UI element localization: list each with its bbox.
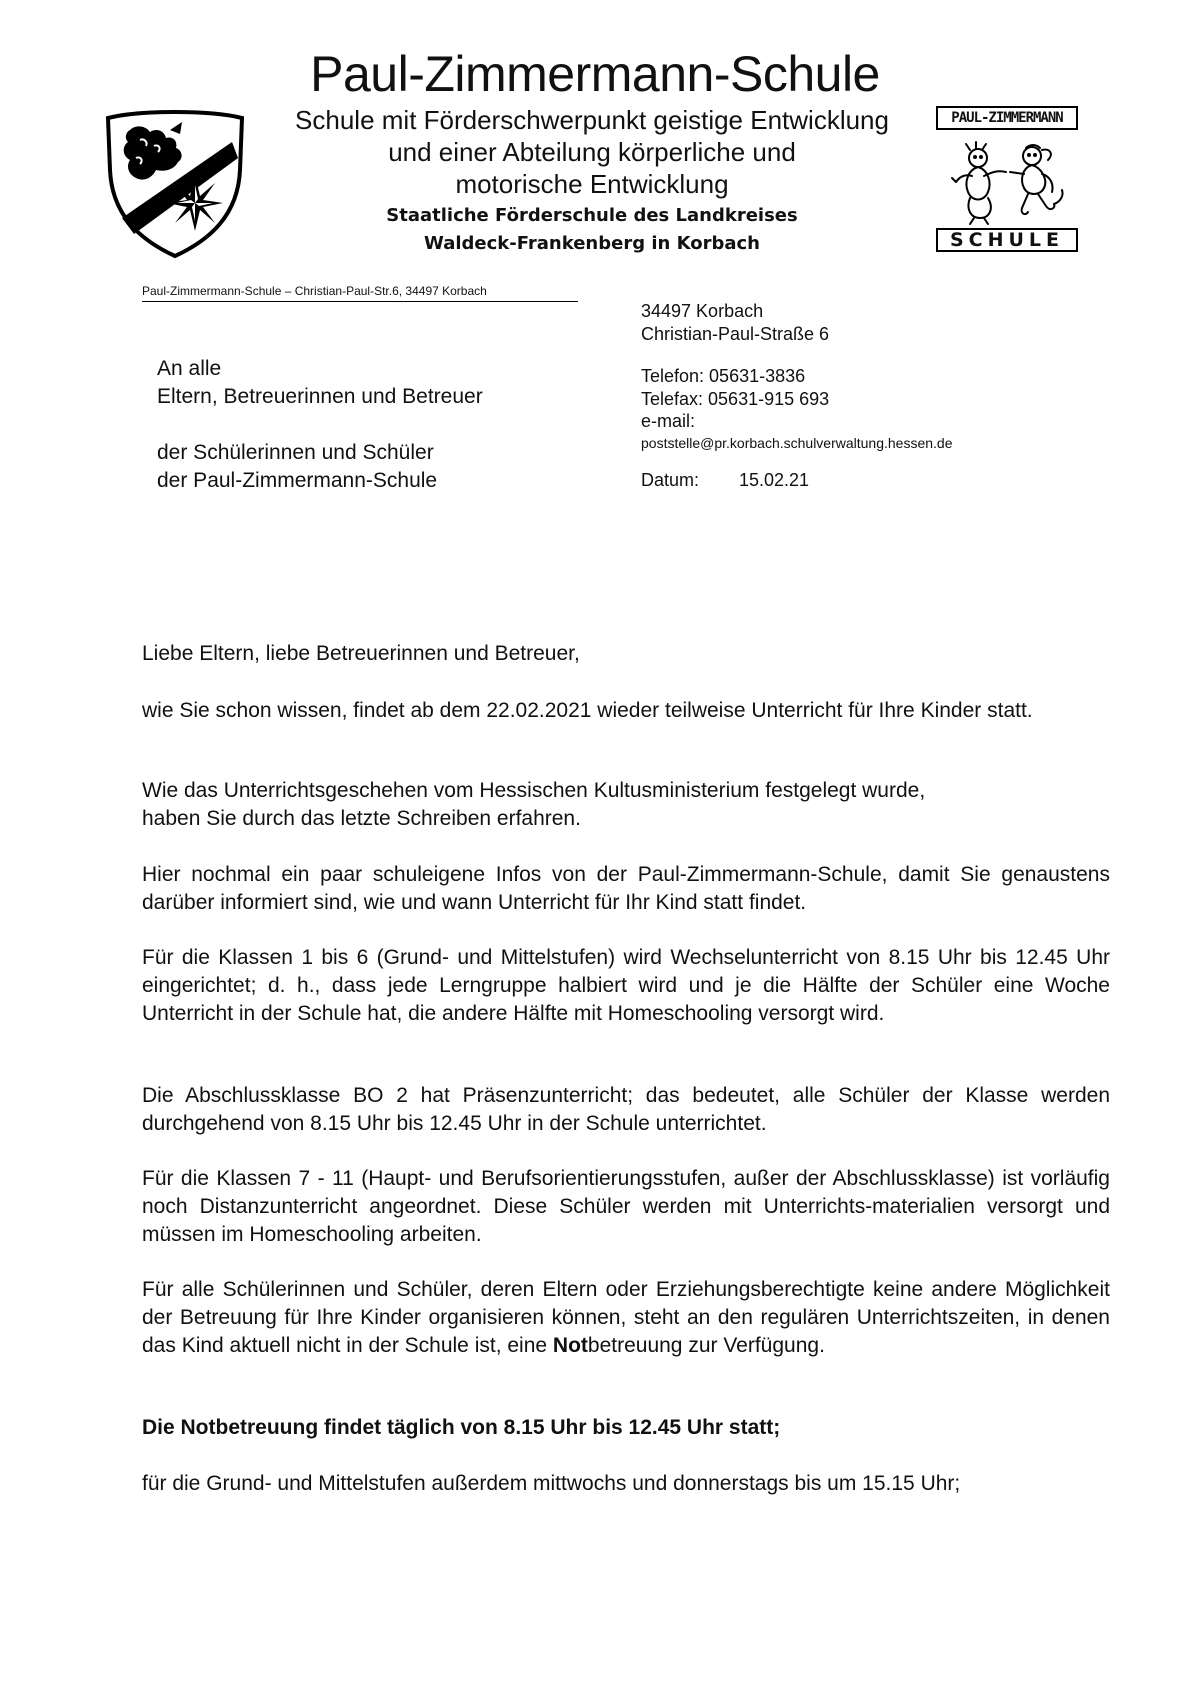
logo-top-label: PAUL-ZIMMERMANN	[936, 106, 1078, 130]
recipient-line: der Paul-Zimmermann-Schule	[157, 469, 438, 492]
sender-return-line: Paul-Zimmermann-Schule – Christian-Paul-Str.6, 34497 Korbach	[142, 284, 487, 298]
paragraph-5	[142, 1082, 1110, 1138]
sender-underline	[142, 301, 578, 302]
paragraph-text: Für die Klassen 1 bis 6 (Grund- und Mittelstufen) wird Wechselunterricht von 8.15 Uhr bis 12.45 Uhr eingerichtet; d. h., dass jede Lerngruppe halbiert wird und je die Hälfte der Schüler eine Woche Unterricht in der Schule hat, die andere Hälfte mit Homeschooling versorgt wird.	[142, 946, 1110, 1025]
contact-street: Christian-Paul-Straße 6	[641, 323, 830, 344]
school-name-title: Paul-Zimmermann-Schule	[310, 46, 880, 102]
paragraph-1	[142, 697, 1110, 725]
paragraph-bold-text: Die Notbetreuung findet täglich von 8.15 Uhr bis 12.45 Uhr statt;	[142, 1416, 781, 1439]
paragraph-4	[142, 944, 1110, 1028]
subtitle-line: Schule mit Förderschwerpunkt geistige Entwicklung	[295, 105, 889, 135]
paragraph-text: Die Abschlussklasse BO 2 hat Präsenzunterricht; das bedeutet, alle Schüler der Klasse werden durchgehend von 8.15 Uhr bis 12.45 Uhr in der Schule unterrichtet.	[142, 1084, 1110, 1135]
contact-email-label: e-mail:	[641, 411, 696, 431]
subtitle-line: und einer Abteilung körperliche und	[388, 137, 796, 167]
paragraph-7	[142, 1276, 1110, 1360]
salutation-text: Liebe Eltern, liebe Betreuerinnen und Betreuer,	[142, 642, 580, 665]
contact-phone: Telefon: 05631-3836	[641, 366, 806, 386]
subtitle-line: motorische Entwicklung	[455, 169, 729, 199]
paragraph-line: haben Sie durch das letzte Schreiben erfahren.	[142, 807, 581, 830]
authority-line: Waldeck-Frankenberg in Korbach	[424, 233, 760, 254]
paragraph-text: für die Grund- und Mittelstufen außerdem mittwochs und donnerstags bis um 15.15 Uhr;	[142, 1472, 961, 1495]
logo-bottom-label: SCHULE	[936, 228, 1078, 252]
contact-fax: Telefax: 05631-915 693	[641, 388, 830, 409]
paragraph-9	[142, 1470, 1110, 1498]
authority-block	[262, 202, 922, 258]
contact-city: 34497 Korbach	[641, 301, 764, 321]
paragraph-text: Für die Klassen 7 - 11 (Haupt- und Berufsorientierungsstufen, außer der Abschlussklasse) ist vorläufig noch Distanzunterricht angeordnet. Diese Schüler werden mit Unterrichts-materialien versorgt und müssen im Homeschooling arbeiten.	[142, 1167, 1110, 1246]
school-logo-children-icon	[936, 130, 1078, 228]
coat-of-arms-icon	[100, 100, 250, 260]
paragraph-text-part: betreuung zur Verfügung.	[587, 1334, 825, 1357]
date-value: 15.02.21	[739, 469, 810, 490]
contact-spacer	[641, 345, 953, 365]
contact-spacer	[641, 453, 953, 469]
paragraph-text: wie Sie schon wissen, findet ab dem 22.02.2021 wieder teilweise Unterricht für Ihre Kinder statt.	[142, 699, 1033, 722]
authority-line: Staatliche Förderschule des Landkreises	[386, 205, 798, 226]
recipient-line: der Schülerinnen und Schüler	[157, 441, 434, 464]
paragraph-6	[142, 1165, 1110, 1249]
contact-block	[641, 300, 953, 491]
paragraph-bold-part: Not	[552, 1334, 588, 1357]
recipient-address	[157, 355, 483, 495]
paragraph-text-part: Für alle Schülerinnen und Schüler, deren Eltern oder Erziehungsberechtigte keine andere Möglichkeit der Betreuung für Ihre Kinder organisieren können, steht an den regulären Unterrichtszeiten, in denen das Kind aktuell nicht in der Schule ist, eine	[142, 1278, 1110, 1357]
school-subtitle	[262, 104, 922, 200]
salutation	[142, 640, 1110, 668]
recipient-line: Eltern, Betreuerinnen und Betreuer	[157, 385, 483, 408]
recipient-line: An alle	[157, 357, 222, 380]
paragraph-line: Wie das Unterrichtsgeschehen vom Hessischen Kultusministerium festgelegt wurde,	[142, 779, 926, 802]
contact-email[interactable]: poststelle@pr.korbach.schulverwaltung.hessen.de	[641, 434, 953, 451]
paragraph-3	[142, 861, 1110, 917]
paragraph-2	[142, 777, 1110, 833]
contact-date	[641, 469, 953, 492]
paragraph-8	[142, 1414, 1110, 1442]
recipient-spacer	[157, 411, 483, 439]
paragraph-text: Hier nochmal ein paar schuleigene Infos von der Paul-Zimmermann-Schule, damit Sie genaustens darüber informiert sind, wie und wann Unterricht für Ihr Kind statt findet.	[142, 863, 1110, 914]
paragraph-text	[142, 1276, 1110, 1360]
date-label: Datum:	[641, 469, 700, 490]
